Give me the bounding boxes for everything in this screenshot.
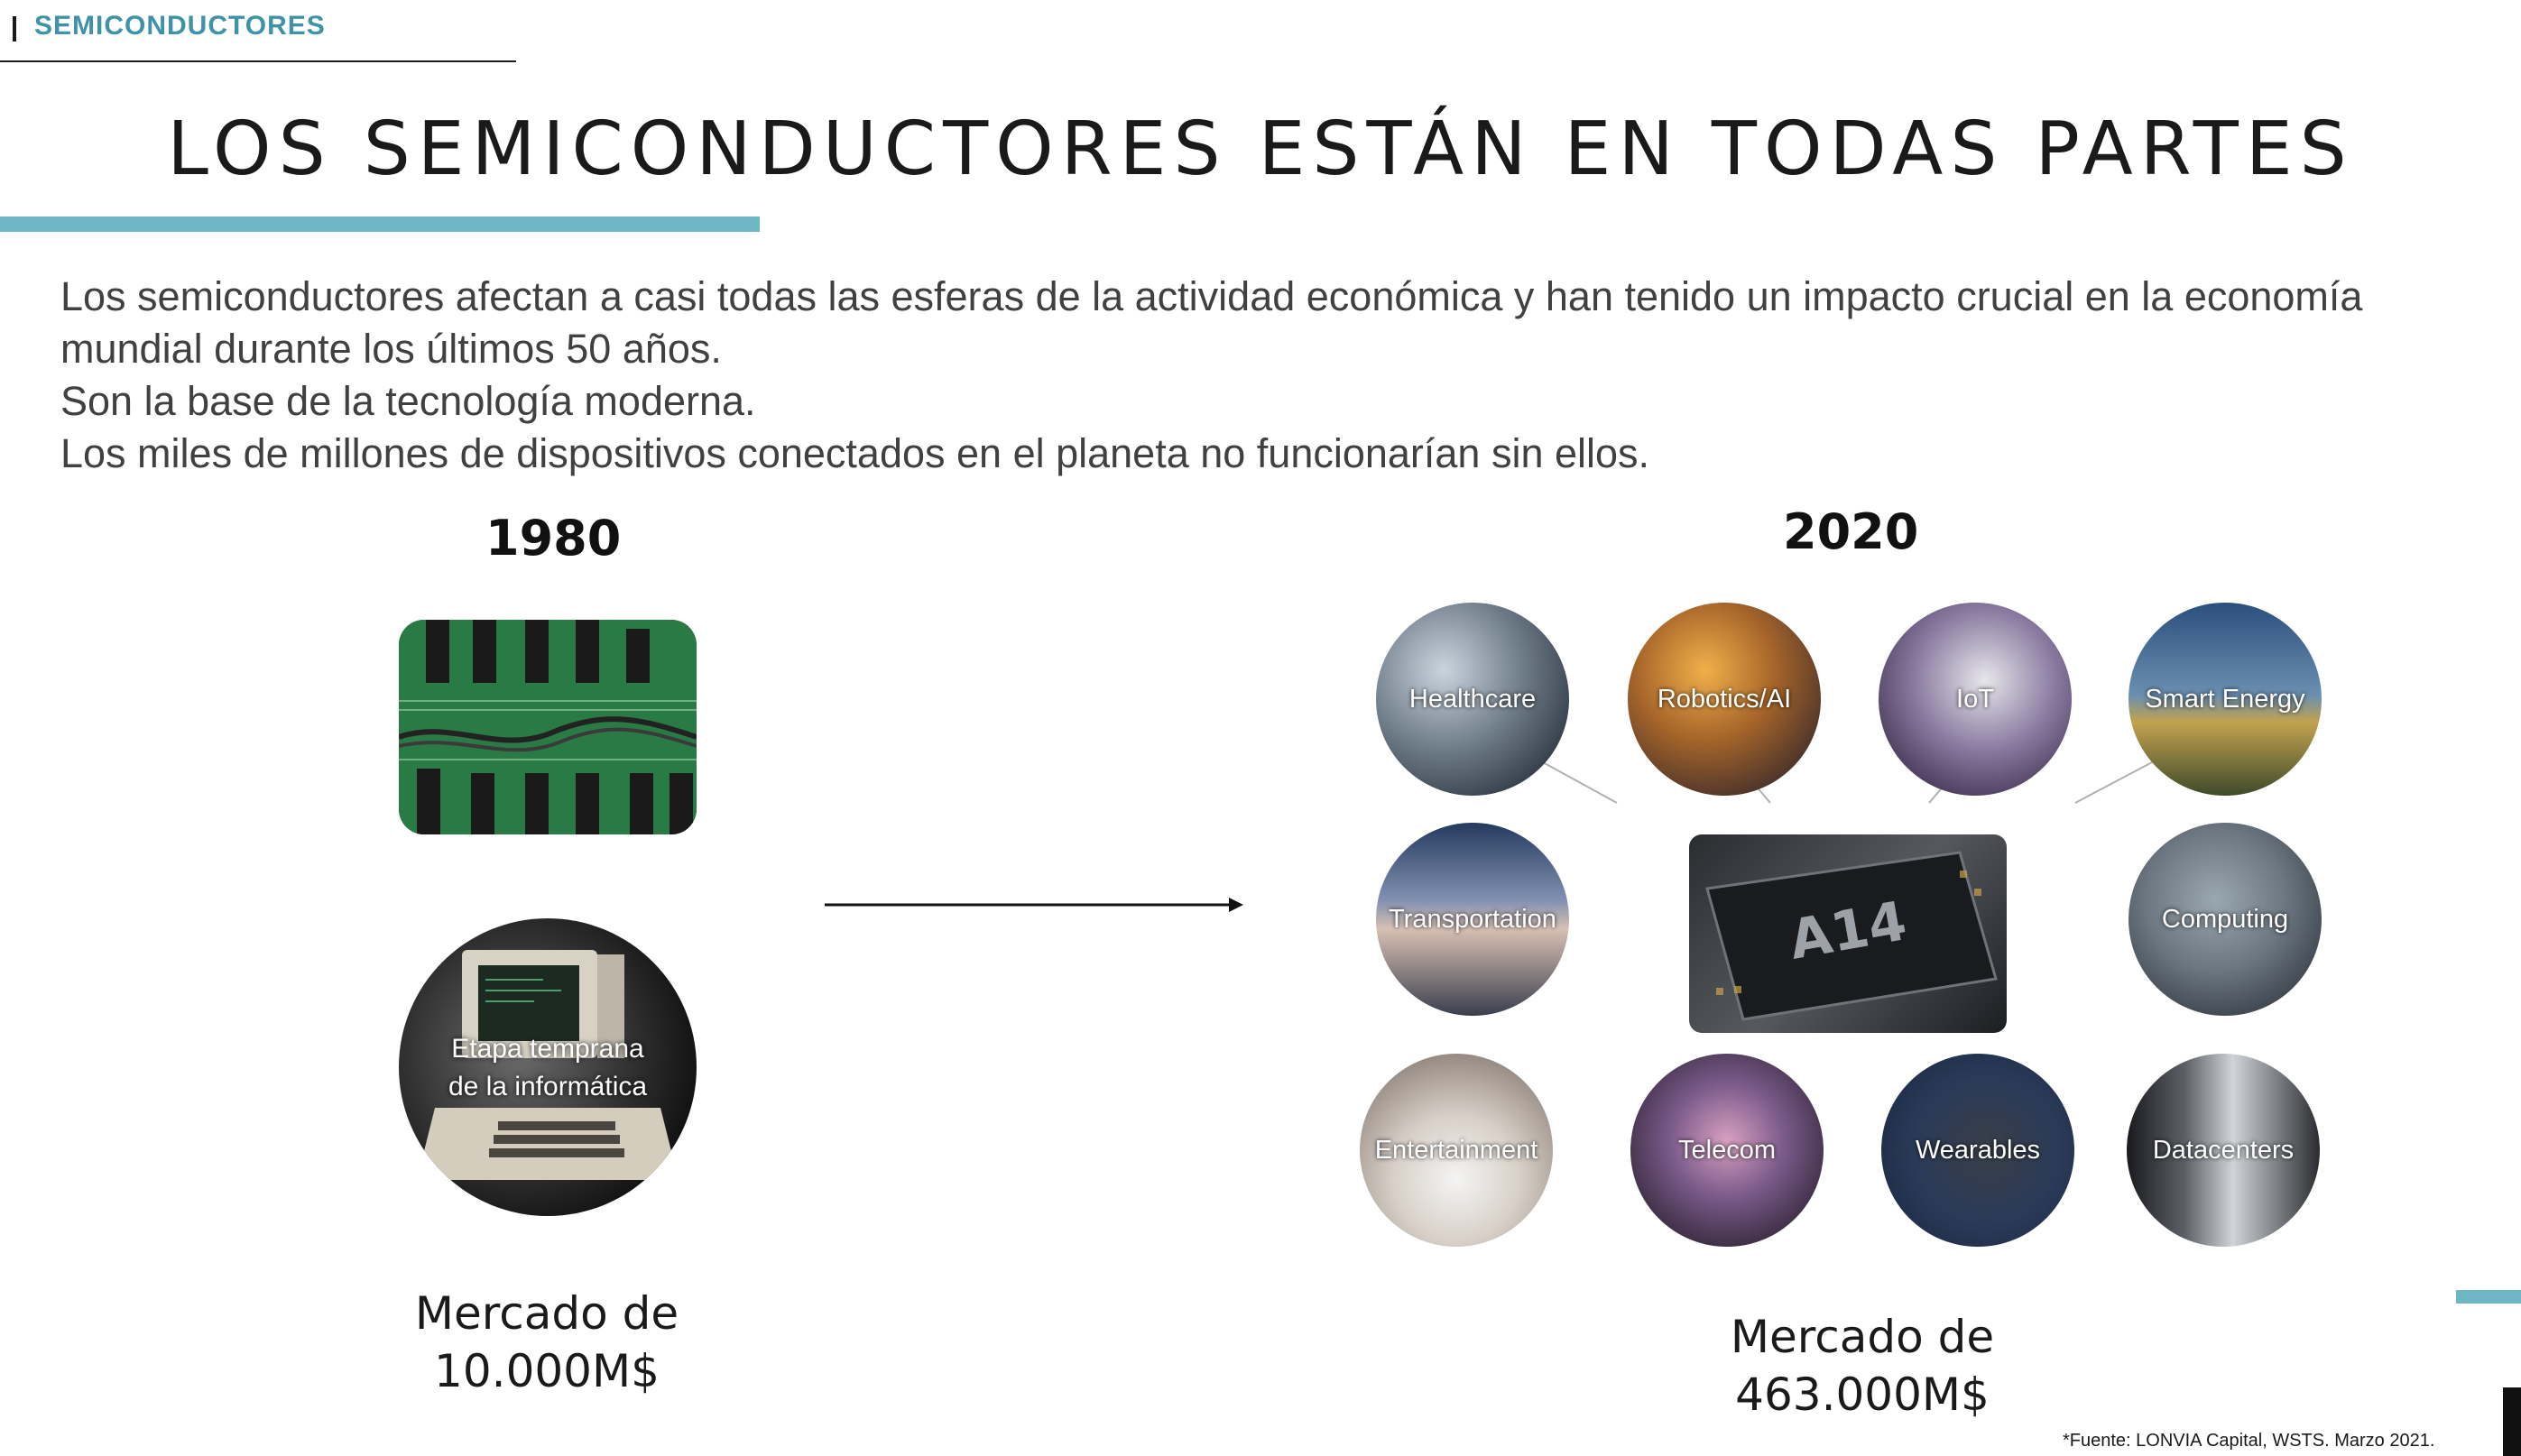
smart-energy-label: Smart Energy <box>2145 684 2305 714</box>
datacenters-circle <box>2127 1054 2320 1247</box>
year-2020-label: 2020 <box>1783 503 1919 560</box>
iot-circle <box>1879 603 2072 796</box>
iot-label: IoT <box>1956 684 1994 714</box>
circuit-board-image <box>399 620 697 834</box>
wearables-circle <box>1881 1054 2074 1247</box>
healthcare-label: Healthcare <box>1408 684 1537 714</box>
entertainment-circle <box>1360 1054 1553 1247</box>
market-2020 <box>1676 1308 2048 1424</box>
corner-accent-bar <box>2456 1290 2521 1304</box>
market-1980-value: 10.000M$ <box>434 1345 660 1397</box>
slide-title: LOS SEMICONDUCTORES ESTÁN EN TODAS PARTES <box>167 106 2354 192</box>
telecom-label: Telecom <box>1678 1135 1776 1165</box>
corner-dark-bar <box>2503 1387 2521 1456</box>
transportation-circle <box>1376 823 1569 1016</box>
market-1980-line-1: Mercado de <box>414 1287 679 1340</box>
source-footnote: *Fuente: LONVIA Capital, WSTS. Marzo 2021. <box>2063 1431 2435 1451</box>
entertainment-label: Entertainment <box>1374 1135 1538 1165</box>
intro-line-4: Los miles de millones de dispositivos conectados en el planeta no funcionarían sin ellos. <box>60 430 1650 476</box>
computing-label: Computing <box>2161 904 2289 934</box>
a14-chip-image <box>1689 834 2007 1033</box>
wearables-label: Wearables <box>1915 1135 2041 1165</box>
intro-text <box>60 271 2515 480</box>
telecom-circle <box>1630 1054 1824 1247</box>
title-accent-bar <box>0 217 760 232</box>
intro-line-1: Los semiconductores afectan a casi todas las esferas de la actividad económica y han tenido un impacto crucial en la economía <box>60 273 2363 319</box>
computing-circle <box>2129 823 2322 1016</box>
smart-energy-circle <box>2129 603 2322 796</box>
transportation-label: Transportation <box>1389 904 1556 934</box>
early-caption-line-2: de la informática <box>448 1072 648 1101</box>
header-divider <box>0 60 516 62</box>
timeline-arrow <box>823 891 1247 918</box>
a14-chip-label: A14 <box>1784 889 1912 972</box>
healthcare-circle <box>1376 603 1569 796</box>
year-1980-label: 1980 <box>485 510 622 567</box>
connector-lines <box>1534 758 2165 830</box>
intro-line-2: mundial durante los últimos 50 años. <box>60 326 722 372</box>
section-marker <box>13 16 16 41</box>
market-2020-value: 463.000M$ <box>1735 1368 1990 1421</box>
robotics-ai-circle <box>1628 603 1821 796</box>
early-computing-caption <box>399 1030 697 1106</box>
early-caption-line-1: Etapa temprana <box>451 1034 644 1064</box>
robotics-ai-label: Robotics/AI <box>1657 684 1792 714</box>
section-label: SEMICONDUCTORES <box>34 11 326 41</box>
datacenters-label: Datacenters <box>2152 1135 2295 1165</box>
intro-line-3: Son la base de la tecnología moderna. <box>60 378 756 424</box>
market-2020-line-1: Mercado de <box>1730 1311 1995 1363</box>
market-1980 <box>361 1285 733 1400</box>
